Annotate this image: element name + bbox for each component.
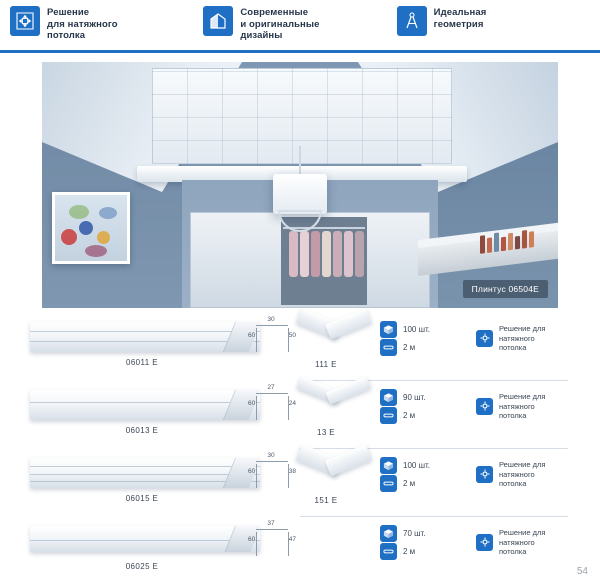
solution-line-1: Решение для bbox=[499, 324, 546, 333]
profile-cell bbox=[24, 384, 296, 448]
length-label: 2 м bbox=[403, 410, 416, 420]
solution-line-3: потолка bbox=[499, 547, 527, 556]
dimension-right: 47 bbox=[288, 536, 296, 543]
solution-text bbox=[499, 392, 545, 421]
row-divider bbox=[300, 448, 568, 449]
length-icon bbox=[380, 407, 397, 424]
solution-note bbox=[476, 528, 576, 557]
dimension-left: 60 bbox=[248, 468, 256, 475]
coffered-ceiling-panel bbox=[152, 68, 452, 164]
modern-design-icon bbox=[203, 6, 233, 36]
clothing-item bbox=[311, 231, 320, 277]
feature-line-1: Решение bbox=[47, 7, 90, 18]
dimension-left: 60 bbox=[248, 536, 256, 543]
solution-text bbox=[499, 324, 545, 353]
compass-geometry-icon bbox=[397, 6, 427, 36]
solution-note bbox=[476, 324, 576, 353]
clothing-item bbox=[344, 231, 353, 277]
corner-code: 151 Е bbox=[314, 496, 338, 505]
profile-code: 06011 Е bbox=[125, 358, 158, 367]
header-features bbox=[0, 0, 600, 52]
quantity-label: 100 шт. bbox=[403, 324, 430, 334]
clothing-item bbox=[300, 231, 309, 277]
dimension-top: 37 bbox=[267, 520, 275, 527]
length-icon bbox=[380, 543, 397, 560]
info-cell bbox=[380, 522, 576, 584]
solution-line-3: потолка bbox=[499, 343, 527, 352]
dimension-top: 27 bbox=[267, 384, 275, 391]
length-label: 2 м bbox=[403, 546, 416, 556]
hero-caption: Плинтус 06504E bbox=[463, 280, 548, 298]
feature-line-3: потолка bbox=[47, 30, 86, 41]
corner-cell bbox=[288, 386, 380, 448]
catalog-row bbox=[24, 318, 576, 380]
feature-line-1: Идеальная bbox=[433, 7, 487, 18]
clothing-item bbox=[289, 231, 298, 277]
clothing-item bbox=[322, 231, 331, 277]
feature-ceiling-solution-text bbox=[47, 6, 118, 42]
feature-line-2: геометрия bbox=[433, 18, 484, 30]
solution-line-2: натяжного bbox=[499, 401, 535, 411]
product-catalog bbox=[0, 312, 600, 585]
box-icon bbox=[380, 457, 397, 474]
feature-modern-design-text bbox=[240, 6, 319, 42]
quantity-label: 70 шт. bbox=[403, 528, 426, 538]
header-divider bbox=[0, 50, 600, 53]
corner-element-image bbox=[296, 388, 372, 424]
corner-element-image bbox=[296, 320, 372, 356]
solution-line-2: натяжного bbox=[499, 333, 535, 343]
ceiling-solution-icon bbox=[476, 398, 493, 415]
dimension-top: 30 bbox=[267, 316, 275, 323]
solution-note bbox=[476, 392, 576, 421]
dimension-top: 30 bbox=[267, 452, 275, 459]
moulding-profile-image bbox=[30, 526, 260, 552]
dimension-right: 38 bbox=[288, 468, 296, 475]
solution-line-1: Решение для bbox=[499, 460, 546, 469]
solution-line-2: натяжного bbox=[499, 469, 535, 479]
profile-cell bbox=[24, 452, 296, 516]
ceiling-solution-icon bbox=[10, 6, 40, 36]
profile-code: 06013 Е bbox=[125, 426, 159, 435]
dimension-left: 60 bbox=[248, 400, 256, 407]
clothing-item bbox=[355, 231, 364, 277]
solution-line-3: потолка bbox=[499, 411, 527, 420]
wall-painting bbox=[52, 192, 130, 264]
solution-line-3: потолка bbox=[499, 479, 527, 488]
feature-line-2: и оригинальные bbox=[240, 18, 320, 30]
box-icon bbox=[380, 321, 397, 338]
profile-code: 06025 Е bbox=[125, 562, 159, 571]
dimension-left: 60 bbox=[248, 332, 256, 339]
moulding-profile-image bbox=[30, 390, 260, 420]
page-number: 54 bbox=[576, 566, 588, 577]
length-label: 2 м bbox=[403, 478, 416, 488]
moulding-profile-image bbox=[30, 322, 260, 352]
info-cell bbox=[380, 454, 576, 516]
feature-line-3: дизайны bbox=[240, 30, 283, 41]
solution-text bbox=[499, 528, 545, 557]
chandelier-rod bbox=[299, 146, 301, 176]
solution-note bbox=[476, 460, 576, 489]
info-cell bbox=[380, 318, 576, 380]
feature-modern-design bbox=[203, 6, 396, 42]
dimension-right: 50 bbox=[288, 332, 296, 339]
corner-cell-empty bbox=[288, 522, 380, 584]
feature-line-1: Современные bbox=[240, 7, 309, 18]
corner-cell bbox=[288, 318, 380, 380]
length-label: 2 м bbox=[403, 342, 416, 352]
catalog-row bbox=[24, 454, 576, 516]
clothing-item bbox=[333, 231, 342, 277]
solution-text bbox=[499, 460, 545, 489]
ceiling-solution-icon bbox=[476, 466, 493, 483]
profile-cell bbox=[24, 520, 296, 584]
info-cell bbox=[380, 386, 576, 448]
solution-line-2: натяжного bbox=[499, 537, 535, 547]
chandelier-shade bbox=[273, 174, 327, 214]
solution-line-1: Решение для bbox=[499, 392, 546, 401]
row-divider bbox=[300, 516, 568, 517]
corner-cell bbox=[288, 454, 380, 516]
dimension-right: 24 bbox=[288, 400, 296, 407]
corner-code: 111 Е bbox=[315, 360, 337, 369]
profile-code: 06015 Е bbox=[125, 494, 159, 503]
feature-perfect-geometry-text bbox=[434, 6, 487, 30]
catalog-row bbox=[24, 522, 576, 584]
corner-element-image bbox=[296, 456, 372, 492]
catalog-row bbox=[24, 386, 576, 448]
box-icon bbox=[380, 525, 397, 542]
interior-photo bbox=[42, 62, 558, 308]
corner-code: 13 Е bbox=[316, 428, 336, 437]
ceiling-solution-icon bbox=[476, 330, 493, 347]
length-icon bbox=[380, 475, 397, 492]
box-icon bbox=[380, 389, 397, 406]
solution-line-1: Решение для bbox=[499, 528, 546, 537]
feature-line-2: для натяжного bbox=[47, 18, 118, 30]
quantity-label: 100 шт. bbox=[403, 460, 430, 470]
feature-perfect-geometry bbox=[397, 6, 590, 36]
ceiling-solution-icon bbox=[476, 534, 493, 551]
feature-ceiling-solution bbox=[10, 6, 203, 42]
quantity-label: 90 шт. bbox=[403, 392, 426, 402]
profile-cell bbox=[24, 316, 296, 380]
row-divider bbox=[300, 380, 568, 381]
length-icon bbox=[380, 339, 397, 356]
moulding-profile-image bbox=[30, 458, 260, 488]
